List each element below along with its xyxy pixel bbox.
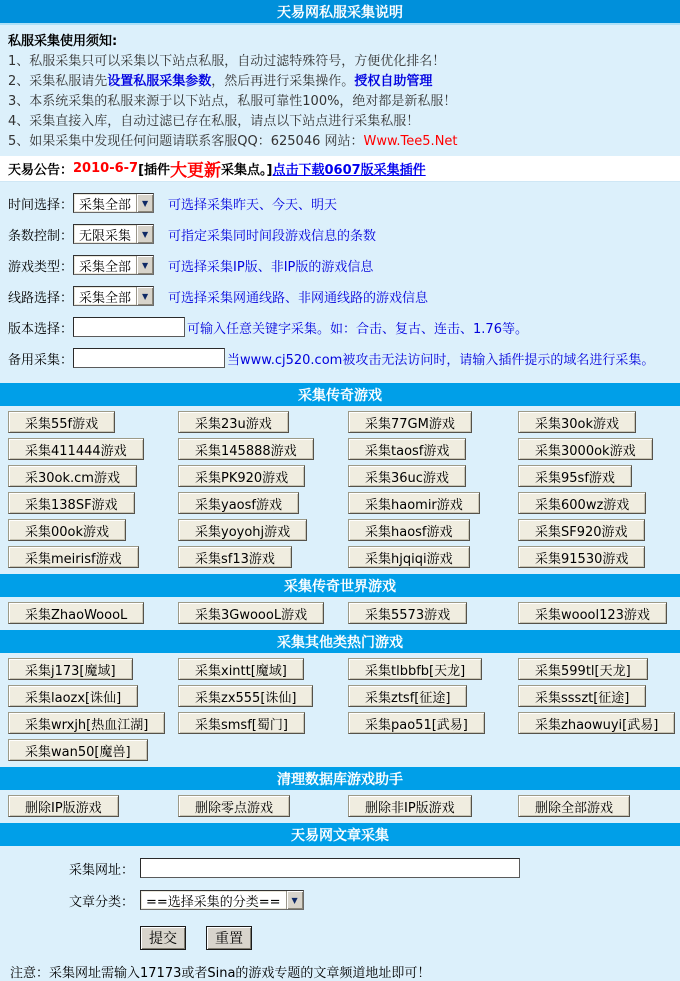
collect-55f-button[interactable]: 采集55f游戏 — [8, 411, 115, 433]
article-category-label: 文章分类： — [68, 894, 134, 910]
note-line-5-pre: 5、如果采集中发现任何问题请联系客服QQ：625046 网站： — [8, 134, 364, 149]
version-input-label: 版本选择： — [8, 321, 74, 337]
delete-nonip-games-button[interactable]: 删除非IP版游戏 — [348, 795, 472, 817]
collect-hjqiqi-button[interactable]: 采集hjqiqi游戏 — [348, 546, 470, 568]
announcement-seg1: [插件 — [138, 163, 171, 178]
collect-smsf-button[interactable]: 采集smsf[蜀门] — [178, 712, 305, 734]
chevron-down-icon: ▼ — [286, 891, 303, 909]
reset-button[interactable]: 重置 — [206, 926, 252, 950]
section-article-title — [0, 823, 680, 846]
chevron-down-icon: ▼ — [136, 194, 153, 212]
version-input[interactable] — [73, 317, 185, 337]
collect-23u-button[interactable]: 采集23u游戏 — [178, 411, 289, 433]
delete-all-games-button[interactable]: 删除全部游戏 — [518, 795, 630, 817]
count-select-label: 条数控制： — [8, 228, 74, 244]
collect-ztsf-button[interactable]: 采集ztsf[征途] — [348, 685, 467, 707]
collect-laozx-button[interactable]: 采集laozx[诛仙] — [8, 685, 138, 707]
notes-heading: 私服采集使用须知: — [8, 34, 118, 49]
article-collect-form — [0, 846, 680, 981]
section-legend-title — [0, 383, 680, 406]
woool-button-grid — [0, 597, 680, 627]
section-woool-title-text: 采集传奇世界游戏 — [284, 578, 396, 595]
gametype-select[interactable] — [73, 255, 154, 275]
note-line-1: 1、私服采集只可以采集以下站点私服，自动过滤特殊符号，方便优化排名！ — [8, 54, 446, 69]
submit-button[interactable]: 提交 — [140, 926, 186, 950]
collect-wrxjh-button[interactable]: 采集wrxjh[热血江湖] — [8, 712, 165, 734]
form-row-time — [8, 192, 672, 214]
announcement-label: 天易公告： — [8, 163, 74, 178]
collect-zhaowuyi-button[interactable]: 采集zhaowuyi[武易] — [518, 712, 675, 734]
collect-91530-button[interactable]: 采集91530游戏 — [518, 546, 645, 568]
note-line-2-pre: 2、采集私服请先 — [8, 74, 108, 89]
collect-77gm-button[interactable]: 采集77GM游戏 — [348, 411, 472, 433]
form-row-backup — [8, 347, 672, 369]
collect-haomir-button[interactable]: 采集haomir游戏 — [348, 492, 480, 514]
article-url-row — [0, 858, 680, 878]
section-woool-title — [0, 574, 680, 597]
collect-95sf-button[interactable]: 采集95sf游戏 — [518, 465, 632, 487]
usage-notes — [0, 25, 680, 156]
announcement-date: 2010-6-7 — [73, 161, 139, 176]
collect-600wz-button[interactable]: 采集600wz游戏 — [518, 492, 646, 514]
collect-woool123-button[interactable]: 采集woool123游戏 — [518, 602, 667, 624]
form-row-count — [8, 223, 672, 245]
form-row-gametype — [8, 254, 672, 276]
article-url-label: 采集网址： — [68, 862, 134, 878]
collect-3gwoool-button[interactable]: 采集3GwoooL游戏 — [178, 602, 324, 624]
download-plugin-link[interactable]: 点击下载0607版采集插件 — [272, 163, 426, 178]
article-url-input[interactable] — [140, 858, 520, 878]
chevron-down-icon: ▼ — [136, 225, 153, 243]
line-select-label: 线路选择： — [8, 290, 74, 306]
collect-wan50-button[interactable]: 采集wan50[魔兽] — [8, 739, 148, 761]
collect-tlbbfb-button[interactable]: 采集tlbbfb[天龙] — [348, 658, 482, 680]
collect-pk920-button[interactable]: 采集PK920游戏 — [178, 465, 305, 487]
page-title-text: 天易网私服采集说明 — [277, 4, 403, 21]
time-select-value: 采集全部 — [79, 197, 132, 213]
time-select[interactable] — [73, 193, 154, 213]
other-button-grid — [0, 653, 680, 764]
collect-zhaowoool-button[interactable]: 采集ZhaoWoooL — [8, 602, 144, 624]
collect-30ok-button[interactable]: 采集30ok游戏 — [518, 411, 636, 433]
collect-ssszt-button[interactable]: 采集ssszt[征途] — [518, 685, 646, 707]
collect-taosf-button[interactable]: 采集taosf游戏 — [348, 438, 466, 460]
self-manage-link[interactable]: 授权自助管理 — [354, 74, 433, 89]
page-title — [0, 0, 680, 25]
collect-145888-button[interactable]: 采集145888游戏 — [178, 438, 314, 460]
set-params-link[interactable]: 设置私服采集参数 — [107, 74, 212, 89]
section-clean-title-text: 清理数据库游戏助手 — [277, 771, 403, 788]
collect-599tl-button[interactable]: 采集599tl[天龙] — [518, 658, 648, 680]
collect-j173-button[interactable]: 采集j173[魔域] — [8, 658, 133, 680]
form-row-line — [8, 285, 672, 307]
delete-ip-games-button[interactable]: 删除IP版游戏 — [8, 795, 119, 817]
collect-411444-button[interactable]: 采集411444游戏 — [8, 438, 144, 460]
collect-00ok-button[interactable]: 采集00ok游戏 — [8, 519, 126, 541]
collect-36uc-button[interactable]: 采集36uc游戏 — [348, 465, 466, 487]
gametype-select-label: 游戏类型： — [8, 259, 74, 275]
gametype-select-desc: 可选择采集IP版、非IP版的游戏信息 — [168, 259, 374, 275]
note-line-4: 4、采集直接入库，自动过滤已存在私服，请点以下站点进行采集私服！ — [8, 114, 420, 129]
note-line-2 — [8, 72, 672, 92]
note-line-3: 3、本系统采集的私服来源于以下站点，私服可靠性100%，绝对都是新私服！ — [8, 94, 457, 109]
collect-5573-button[interactable]: 采集5573游戏 — [348, 602, 467, 624]
count-select-value: 无限采集 — [79, 228, 132, 244]
gametype-select-value: 采集全部 — [79, 259, 132, 275]
note-line-5 — [8, 132, 672, 152]
collect-sf13-button[interactable]: 采集sf13游戏 — [178, 546, 292, 568]
note-line-2-mid: ，然后再进行采集操作。 — [211, 74, 355, 89]
delete-zero-games-button[interactable]: 删除零点游戏 — [178, 795, 290, 817]
collect-haosf-button[interactable]: 采集haosf游戏 — [348, 519, 470, 541]
form-row-version — [8, 316, 672, 338]
time-select-label: 时间选择： — [8, 197, 74, 213]
backup-input-label: 备用采集： — [8, 352, 74, 368]
backup-input[interactable] — [73, 348, 225, 368]
article-category-value: ==选择采集的分类== — [146, 894, 281, 910]
count-select-desc: 可指定采集同时间段游戏信息的条数 — [168, 228, 377, 244]
legend-button-grid — [0, 406, 680, 571]
collect-3000ok-button[interactable]: 采集3000ok游戏 — [518, 438, 653, 460]
collect-zx555-button[interactable]: 采集zx555[诛仙] — [178, 685, 313, 707]
chevron-down-icon: ▼ — [136, 287, 153, 305]
collect-yoyohj-button[interactable]: 采集yoyohj游戏 — [178, 519, 307, 541]
collect-30okcm-button[interactable]: 采30ok.cm游戏 — [8, 465, 137, 487]
count-select[interactable] — [73, 224, 154, 244]
section-clean-title — [0, 767, 680, 790]
section-other-title — [0, 630, 680, 653]
collect-xintt-button[interactable]: 采集xintt[魔域] — [178, 658, 304, 680]
collect-settings-form — [0, 182, 680, 380]
collect-yaosf-button[interactable]: 采集yaosf游戏 — [178, 492, 299, 514]
section-other-title-text: 采集其他类热门游戏 — [277, 634, 403, 651]
section-legend-title-text: 采集传奇游戏 — [298, 387, 382, 404]
collect-138sf-button[interactable]: 采集138SF游戏 — [8, 492, 135, 514]
announcement-bar — [0, 156, 680, 182]
article-actions-row — [0, 926, 680, 950]
article-category-select[interactable] — [140, 890, 304, 910]
collect-meirisf-button[interactable]: 采集meirisf游戏 — [8, 546, 139, 568]
line-select-value: 采集全部 — [79, 290, 132, 306]
line-select[interactable] — [73, 286, 154, 306]
site-url-text: Www.Tee5.Net — [363, 134, 458, 149]
section-article-title-text: 天易网文章采集 — [291, 827, 389, 844]
backup-input-desc: 当www.cj520.com被攻击无法访问时，请输入插件提示的域名进行采集。 — [227, 352, 655, 368]
announcement-highlight: 大更新 — [170, 161, 222, 181]
announcement-seg2: 采集点。] — [221, 163, 273, 178]
line-select-desc: 可选择采集网通线路、非网通线路的游戏信息 — [168, 290, 429, 306]
time-select-desc: 可选择采集昨天、今天、明天 — [168, 197, 338, 213]
collect-pao51-button[interactable]: 采集pao51[武易] — [348, 712, 485, 734]
collect-sf920-button[interactable]: 采集SF920游戏 — [518, 519, 645, 541]
article-category-row — [0, 890, 680, 910]
clean-button-grid — [0, 790, 680, 820]
bottom-note: 注意：采集网址需输入17173或者Sina的游戏专题的文章频道地址即可！ — [10, 966, 431, 981]
version-input-desc: 可输入任意关键字采集。如：合击、复古、连击、1.76等。 — [187, 321, 528, 337]
chevron-down-icon: ▼ — [136, 256, 153, 274]
